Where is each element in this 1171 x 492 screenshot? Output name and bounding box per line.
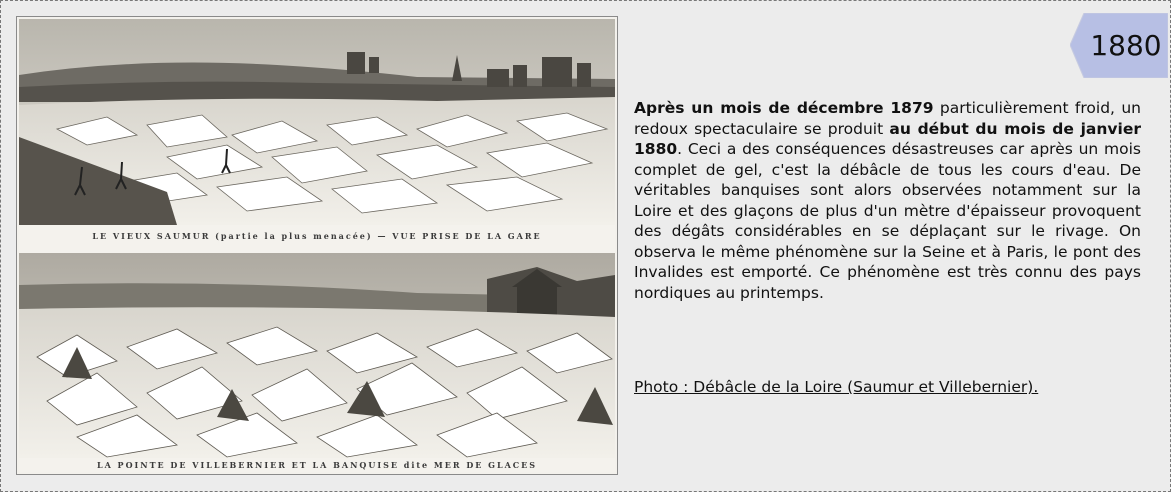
engraving-photo [16,16,618,475]
top-engraving-caption: LE VIEUX SAUMUR (partie la plus menacée) — VUE PRISE DE LA GARE [92,231,542,241]
year-label: 1880 [1090,29,1162,62]
photo-credit-link[interactable]: Photo : Débâcle de la Loire (Saumur et Villebernier). [634,378,1039,396]
description-bold-january: au début du mois de janvier 1880 [634,119,1141,158]
top-engraving [19,19,615,253]
description-text-1: particulièrement froid, un redoux spectaculaire se produit [634,99,1141,138]
bottom-engraving [19,253,615,472]
bottom-engraving-caption: LA POINTE DE VILLEBERNIER ET LA BANQUISE dite MER DE GLACES [96,460,538,470]
description-bold-december: Après un mois de décembre 1879 [634,99,934,117]
description-text-2: . Ceci a des conséquences désastreuses car après un mois complet de gel, c'est la débâcle de tous les cours d'eau. De véritables banquises sont alors observées notamment sur la Loire et des glaçons de plus d'un mètre d'épaisseur provoquent des dégâts considérables en se déplaçant sur le rivage. On observa le même phénomène sur la Seine et à Paris, le pont des Invalides est emporté. Ce phénomène est très connu des pays nordiques au printemps. [634,140,1141,302]
year-badge [1070,13,1168,78]
article-description [634,98,1141,303]
engraving-illustration [17,17,617,474]
